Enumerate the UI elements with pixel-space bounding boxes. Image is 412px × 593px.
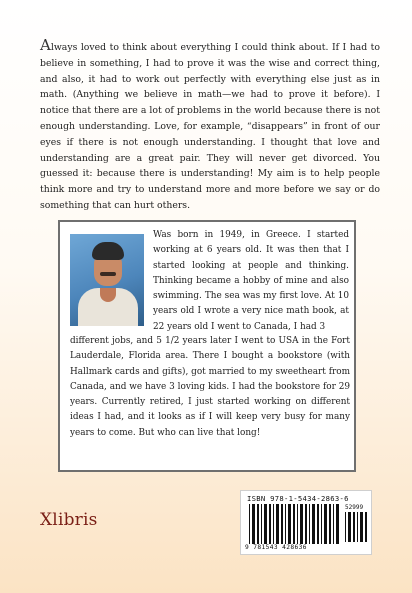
drop-cap: A bbox=[40, 36, 51, 54]
price-code: 52999 bbox=[345, 504, 364, 511]
isbn-label: ISBN 978-1-5434-2863-6 bbox=[247, 494, 349, 503]
isbn-barcode bbox=[240, 490, 372, 555]
author-bio-continued: different jobs, and 5 1/2 years later I went to USA in the Fort Lauderdale, Florida area. There I bought a bookstore (with Hallmark cards and gifts), got married to my sweetheart from Canada, and we have 3 loving kids. I had the bookstore for 29 years. Currently retired, I just started working on different ideas I had, and it looks as if I will keep very busy for many years to come. But who can live that long! bbox=[70, 336, 350, 438]
publisher-logo: Xlibris bbox=[40, 510, 98, 530]
author-bio-text: Was born in 1949, in Greece. I started working at 6 years old. It was then that I started looking at people and thinking. Thinking became a hobby of mine and also swimming. The sea was my first love. At 10 years old I wrote a very nice math book, at 22 years old I went to Canada, I had 3 bbox=[153, 230, 349, 332]
author-bio-box bbox=[58, 220, 356, 472]
intro-paragraph bbox=[40, 38, 380, 214]
author-photo bbox=[70, 234, 144, 326]
barcode-number: 9 781543 428636 bbox=[245, 544, 307, 551]
price-barcode-bars bbox=[345, 512, 367, 542]
barcode-bars bbox=[249, 504, 341, 544]
intro-text: lways loved to think about everything I could think about. If I had to believe in something, I had to prove it was the wise and correct thing, and also, it had to work out perfectly with everything else just as in math. (Anything we believe in math—we had to prove it before). I notice that there are a lot of problems in the world because there is not enough understanding. Love, for example, “disappears” in front of our eyes if there is not enough understanding. I thought that love and understanding are a great pair. They will never get divorced. You guessed it: because there is understanding! My aim is to help people think more and try to understand more and more before we say or do something that can hurt others. bbox=[40, 42, 380, 211]
